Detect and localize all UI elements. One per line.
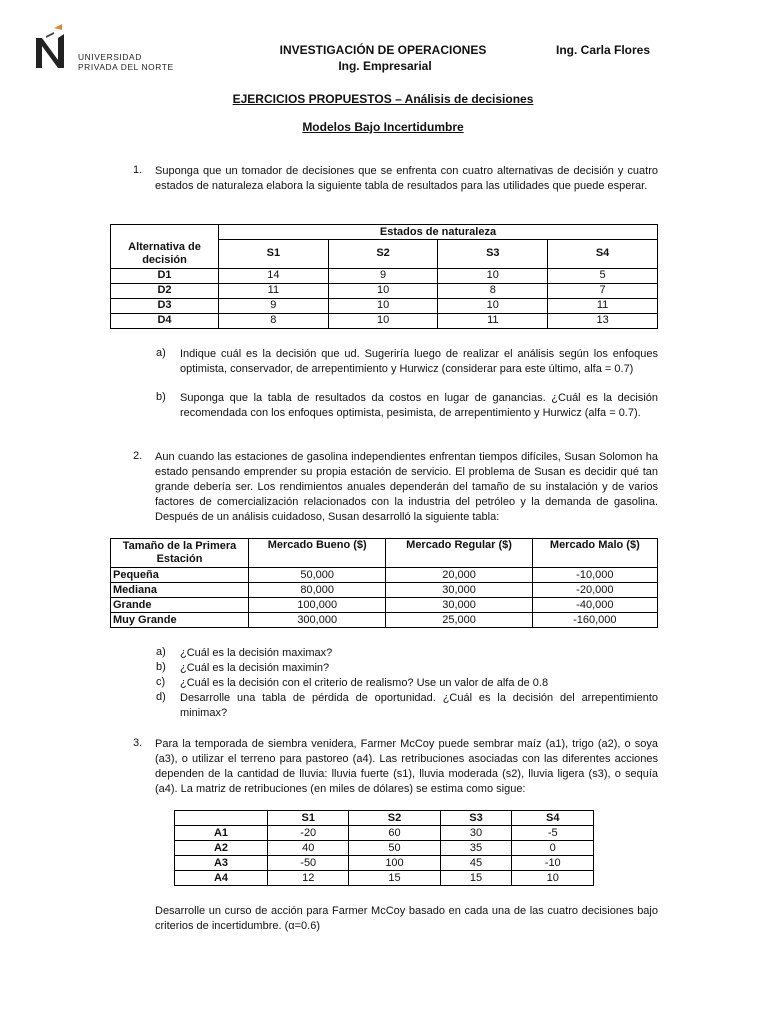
university-logo [32,24,192,74]
col-header: S4 [512,811,594,826]
question-label: c) [156,676,166,688]
cell: 7 [548,283,658,298]
payoff-table-1 [110,224,658,329]
group-header: Estados de naturaleza [219,225,658,240]
cell: 10 [438,298,548,313]
cell: 100 [349,856,440,871]
table-row [175,856,594,871]
course-title: INVESTIGACIÓN DE OPERACIONES [279,43,487,57]
table-corner [111,225,219,240]
question-text: ¿Cuál es la decisión con el criterio de realismo? Use un valor de alfa de 0.8 [180,677,549,689]
table-row [111,613,658,628]
logo-line-1: UNIVERSIDAD [78,52,142,62]
cell: 9 [328,268,438,283]
row-header: Alternativa de decisión [111,240,219,269]
table-row [111,583,658,598]
col-header: Tamaño de la Primera Estación [111,539,249,568]
table-row [111,568,658,583]
table-row [175,826,594,841]
exercise-3-closing: Desarrolle un curso de acción para Farmer McCoy basado en cada una de las cuatro decisiones bajo criterios de incertidumbre. (α=0.6) [155,905,658,932]
row-label: Grande [111,598,249,613]
logo-line-2: PRIVADA DEL NORTE [78,62,174,72]
cell: 11 [438,313,548,328]
cell: -10,000 [532,568,657,583]
question-text: Indique cuál es la decisión que ud. Sugeriría luego de realizar el análisis según los enfoques optimista, conservador, de arrepentimiento y Hurwicz (considerar para este último, alfa = 0.7) [180,348,658,375]
table-row [175,841,594,856]
cell: 8 [438,283,548,298]
question-text: Suponga que la tabla de resultados da costos en lugar de ganancias. ¿Cuál es la decisión recomendada con los enfoques optimista, pesimista, de arrepentimiento y Hurwicz (alfa = 0.7). [180,392,658,419]
cell: 5 [548,268,658,283]
col-header: S2 [328,240,438,269]
exercise-1-text: Suponga que un tomador de decisiones que se enfrenta con cuatro alternativas de decisión y cuatro estados de naturaleza elabora la siguiente tabla de resultados para las utilidades que puede esperar. [155,165,658,192]
cell: 50,000 [249,568,386,583]
cell: -5 [512,826,594,841]
question-label: d) [156,691,166,703]
cell: 10 [328,298,438,313]
row-label: D3 [111,298,219,313]
cell: 10 [328,313,438,328]
exercise-2-text: Aun cuando las estaciones de gasolina independientes enfrentan tiempos difíciles, Susan Solomon ha estado pensando emprender su propia estación de servicio. El problema de Susan es decidir qué tan grande debería ser. Los rendimientos anuales dependerán del tamaño de su instalación y de varios factores de comercialización relacionados con la industria del petróleo y la demanda de gasolina. Después de un análisis cuidadoso, Susan desarrolló la siguiente tabla: [155,451,658,523]
cell: 13 [548,313,658,328]
table-row [175,871,594,886]
cell: 11 [219,283,329,298]
col-header: S1 [219,240,329,269]
row-label: D2 [111,283,219,298]
cell: 11 [548,298,658,313]
cell: 80,000 [249,583,386,598]
question-text: ¿Cuál es la decisión maximin? [180,662,330,674]
cell: 30 [440,826,512,841]
cell: 10 [512,871,594,886]
row-label: A3 [175,856,268,871]
cell: 50 [349,841,440,856]
exercise-1-number: 1. [133,164,143,176]
cell: 100,000 [249,598,386,613]
instructor-name: Ing. Carla Flores [556,43,651,57]
col-header: Mercado Malo ($) [532,539,657,568]
upn-emblem-icon [32,24,78,72]
cell: 45 [440,856,512,871]
cell: 15 [440,871,512,886]
cell: 9 [219,298,329,313]
col-header: Mercado Regular ($) [386,539,532,568]
cell: 300,000 [249,613,386,628]
table-row [111,268,658,283]
question-label: b) [156,661,166,673]
row-label: Muy Grande [111,613,249,628]
cell: 14 [219,268,329,283]
cell: 10 [328,283,438,298]
table-row [111,598,658,613]
exercise-3-text: Para la temporada de siembra venidera, Farmer McCoy puede sembrar maíz (a1), trigo (a2), o soya (a3), o utilizar el terreno para pastoreo (a4). Las retribuciones asociadas con las diferentes acciones dependen de la cantidad de lluvia: lluvia fuerte (s1), lluvia moderada (s2), lluvia ligera (s3), o sequía (a4). La matriz de retribuciones (en miles de dólares) se estima como sigue: [155,738,658,795]
col-header: S1 [268,811,349,826]
row-label: D1 [111,268,219,283]
table-row [111,313,658,328]
row-label: D4 [111,313,219,328]
payoff-table-3 [174,810,594,886]
cell: -40,000 [532,598,657,613]
question-text: Desarrolle una tabla de pérdida de oportunidad. ¿Cuál es la decisión del arrepentimiento minimax? [180,692,658,719]
question-label: a) [156,646,166,658]
cell: 30,000 [386,583,532,598]
question-label: b) [156,391,166,403]
question-text: ¿Cuál es la decisión maximax? [180,647,333,659]
document-subtitle: Modelos Bajo Incertidumbre [302,120,464,134]
question-label: a) [156,347,166,359]
row-label: A4 [175,871,268,886]
cell: 8 [219,313,329,328]
exercise-3-number: 3. [133,737,143,749]
cell: -50 [268,856,349,871]
table-row [111,298,658,313]
cell: 0 [512,841,594,856]
row-label: A1 [175,826,268,841]
cell: 10 [438,268,548,283]
cell: -20 [268,826,349,841]
exercise-2-number: 2. [133,450,143,462]
cell: 20,000 [386,568,532,583]
cell: 35 [440,841,512,856]
col-header: S4 [548,240,658,269]
cell: 12 [268,871,349,886]
document-title: EJERCICIOS PROPUESTOS – Análisis de decisiones [232,92,534,106]
row-label: A2 [175,841,268,856]
cell: 60 [349,826,440,841]
payoff-table-2 [110,538,658,628]
cell: -160,000 [532,613,657,628]
cell: -10 [512,856,594,871]
table-corner [175,811,268,826]
cell: 25,000 [386,613,532,628]
program-name: Ing. Empresarial [338,59,432,73]
table-row [111,283,658,298]
row-label: Mediana [111,583,249,598]
col-header: S2 [349,811,440,826]
cell: 30,000 [386,598,532,613]
cell: -20,000 [532,583,657,598]
cell: 40 [268,841,349,856]
row-label: Pequeña [111,568,249,583]
col-header: S3 [438,240,548,269]
cell: 15 [349,871,440,886]
col-header: Mercado Bueno ($) [249,539,386,568]
col-header: S3 [440,811,512,826]
